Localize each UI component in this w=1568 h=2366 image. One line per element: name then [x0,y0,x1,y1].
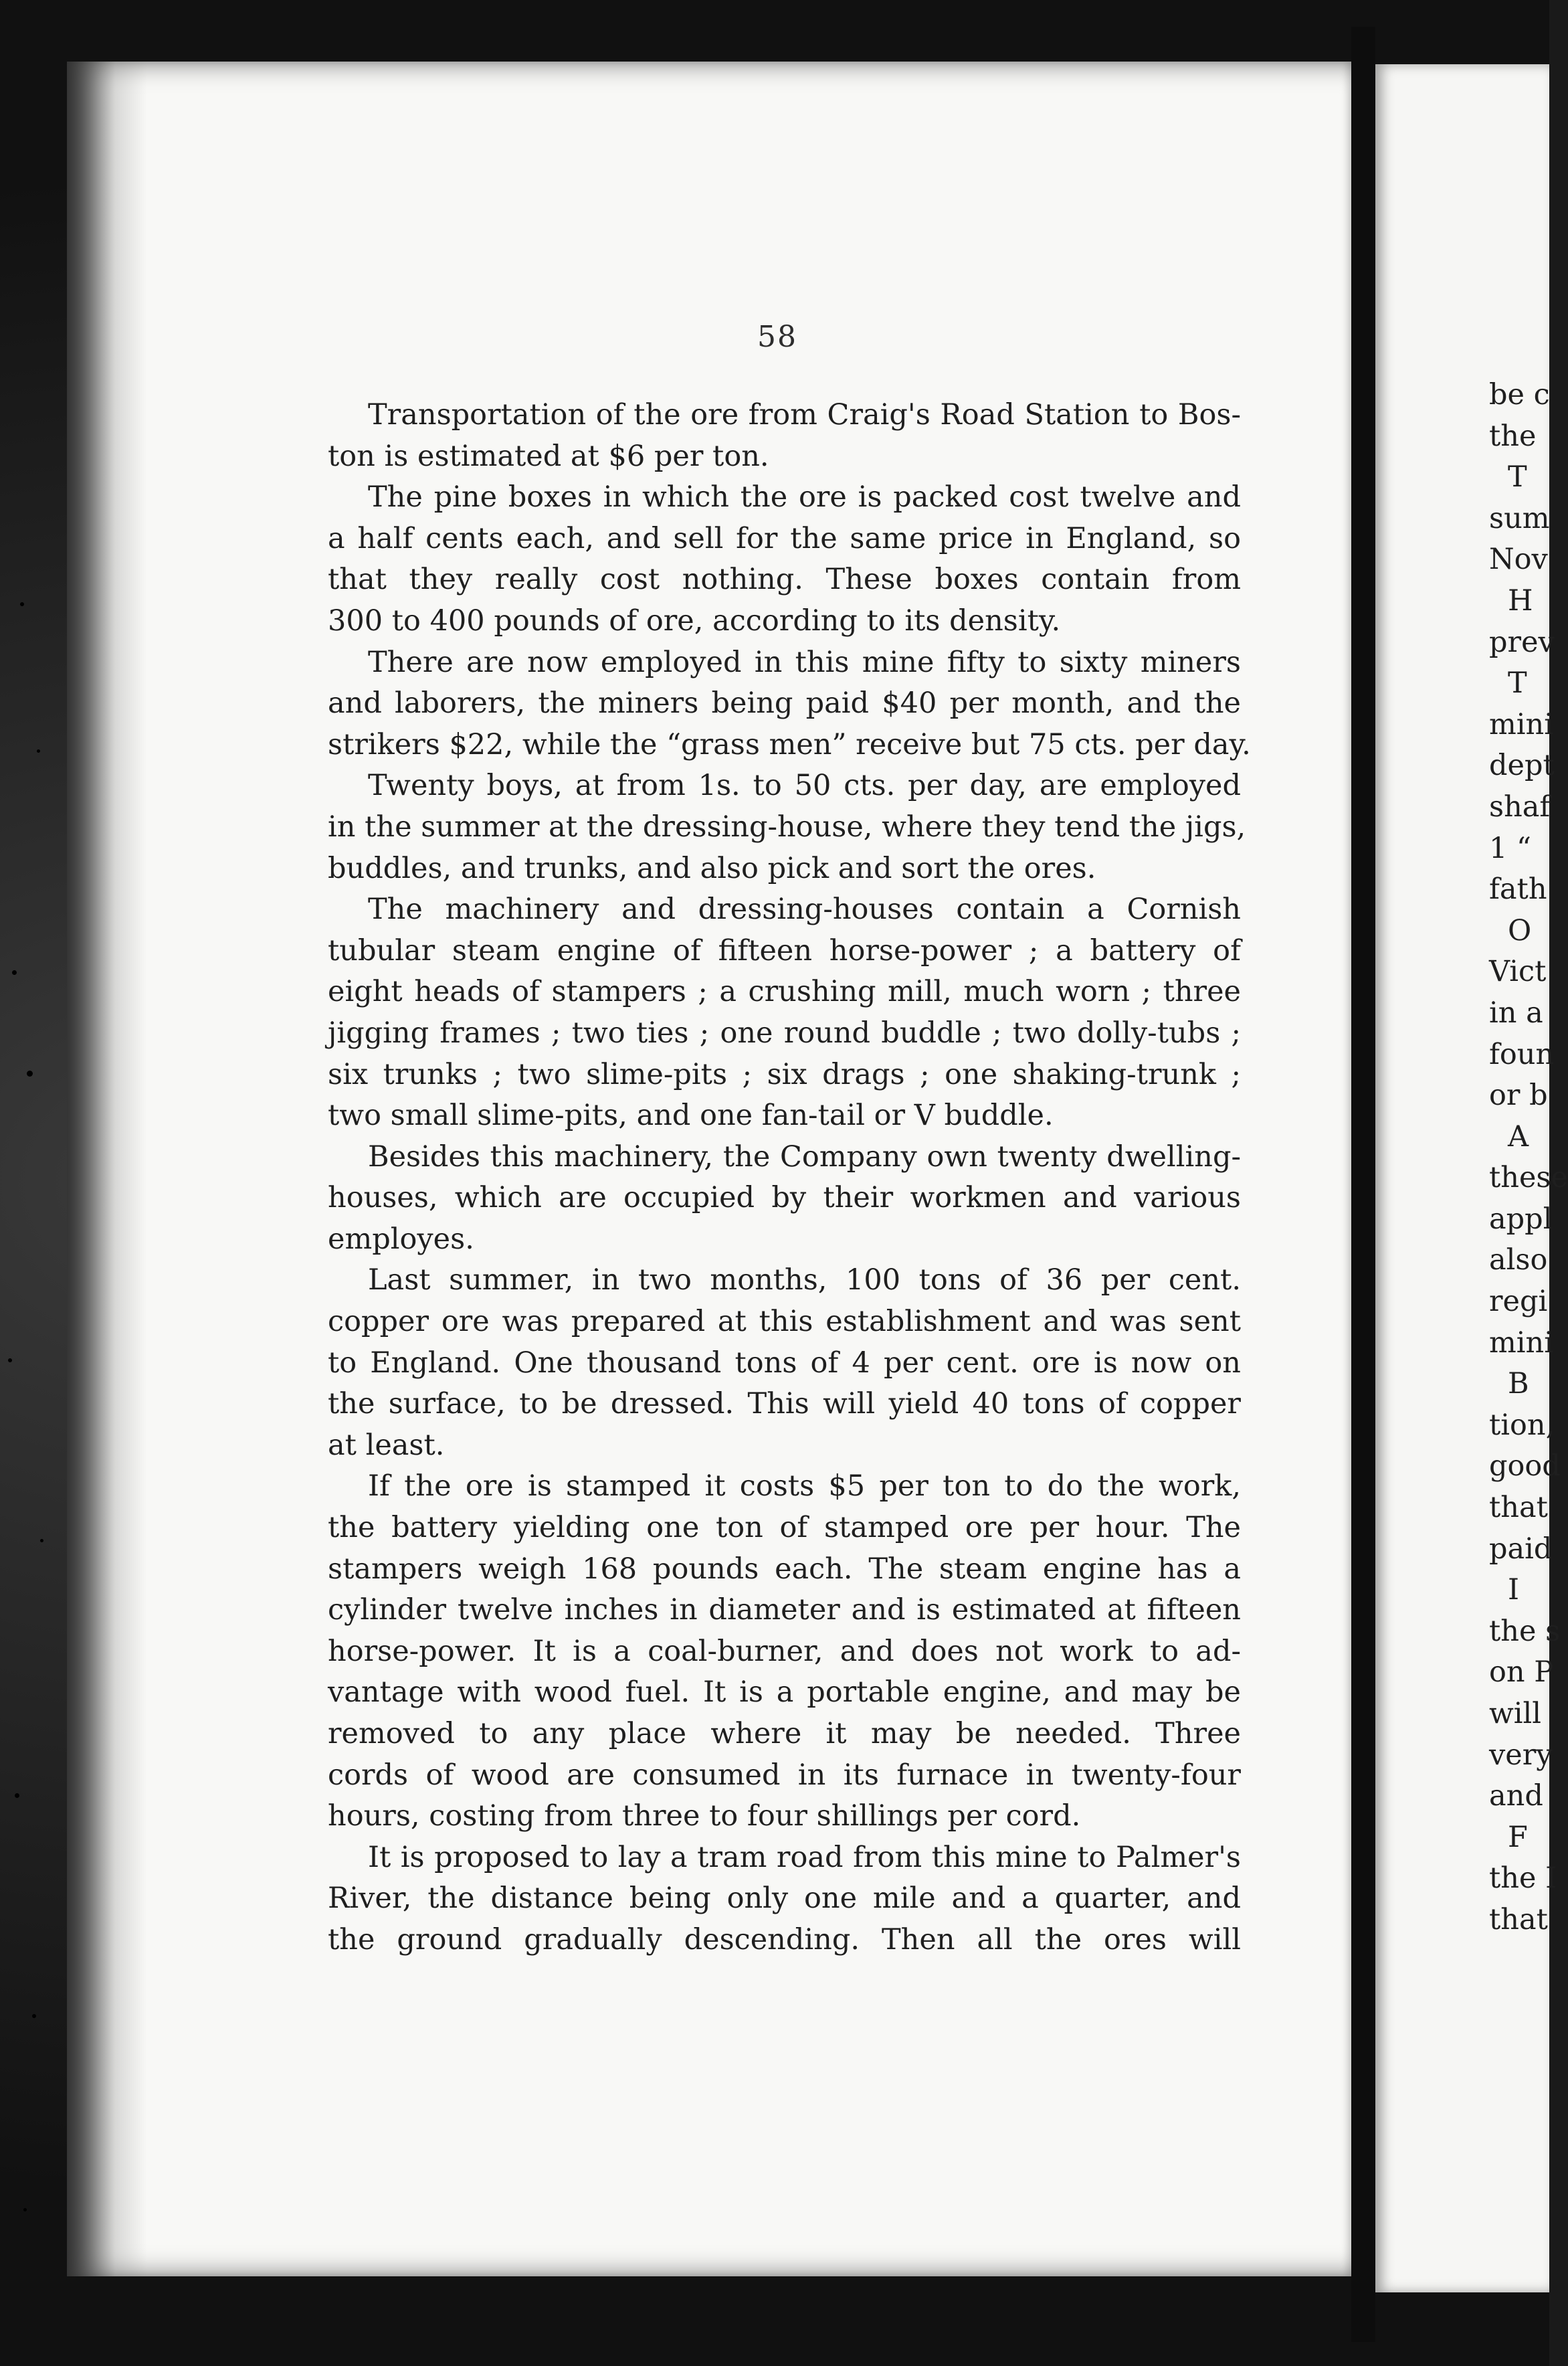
text-line: buddles, and trunks, and also pick and sort the ores. [328,851,1096,885]
text-fragment: good [1489,1449,1561,1483]
text-fragment: A [1508,1119,1529,1154]
text-fragment: dept [1489,749,1555,783]
text-line: ton is estimated at $6 per ton. [328,439,769,473]
text-line: cylinder twelve inches in diameter and is estimated at fifteen [328,1593,1241,1627]
text-fragment: will [1489,1697,1542,1730]
text-fragment: paid [1489,1532,1553,1566]
text-fragment: prev [1489,625,1555,659]
text-line: that they really cost nothing. These boxes contain from [328,563,1241,597]
scan-speck [8,1358,12,1362]
text-fragment: and [1489,1779,1543,1813]
text-line: employes. [328,1222,474,1256]
text-line: stampers weigh 168 pounds each. The steam engine has a [328,1552,1241,1586]
text-line: strikers $22, while the “grass men” receive but 75 cts. per day. [328,727,1251,761]
page-edge-shadow [67,62,147,2276]
scan-speck [20,602,24,606]
text-fragment: fath [1489,873,1547,907]
scan-speck [15,1793,19,1798]
text-fragment: F [1508,1820,1528,1854]
scan-speck [37,749,40,753]
text-fragment: sum [1489,501,1550,535]
text-line: a half cents each, and sell for the same price in England, so [328,521,1241,555]
text-fragment: T [1508,666,1527,701]
text-fragment: B [1508,1367,1529,1401]
right-page-text-fragment [1489,375,1568,1941]
text-line: Twenty boys, at from 1s. to 50 cts. per day, are employed [368,769,1241,803]
text-line: horse-power. It is a coal-burner, and does not work to ad- [328,1634,1241,1668]
text-line: jigging frames ; two ties ; one round buddle ; two dolly-tubs ; [328,1016,1241,1050]
text-line: in the summer at the dressing-house, where they tend the jigs, [328,810,1246,844]
text-fragment: very [1489,1738,1553,1772]
text-fragment: mini [1489,1326,1553,1360]
text-fragment: 1 “ [1489,831,1532,865]
text-line: and laborers, the miners being paid $40 per month, and the [328,687,1241,721]
text-fragment: Vict [1489,955,1547,989]
text-fragment: regi [1489,1285,1548,1319]
text-line: the ground gradually descending. Then all the ores will [328,1922,1241,1956]
scan-speck [32,2014,36,2018]
text-fragment: O [1508,913,1532,947]
text-fragment: that [1489,1491,1548,1525]
text-line: removed to any place where it may be needed. Three [328,1717,1241,1750]
text-line: 300 to 400 pounds of ore, according to its density. [328,604,1061,638]
page-number: 58 [757,320,797,354]
text-line: at least. [328,1428,445,1462]
text-fragment: T [1508,460,1527,494]
text-fragment: Nov [1489,543,1548,577]
text-fragment: be c [1489,378,1550,412]
text-line: vantage with wood fuel. It is a portable engine, and may be [328,1675,1241,1710]
text-line: It is proposed to lay a tram road from this mine to Palmer's [368,1840,1241,1874]
text-fragment: or b [1489,1079,1548,1113]
text-fragment: in a [1489,996,1543,1030]
text-line: houses, which are occupied by their workmen and various [328,1181,1241,1215]
text-line: The machinery and dressing-houses contain a Cornish [368,893,1241,927]
text-fragment: that [1489,1902,1548,1936]
text-fragment: appl [1489,1202,1553,1236]
text-fragment: mini [1489,707,1553,741]
scan-speck [12,970,17,975]
text-line: If the ore is stamped it costs $5 per ton to do the work, [368,1469,1241,1504]
text-line: two small slime-pits, and one fan-tail or V buddle. [328,1099,1054,1133]
text-line: Besides this machinery, the Company own twenty dwelling- [368,1140,1241,1174]
text-fragment: the s [1489,1614,1561,1648]
text-line: cords of wood are consumed in its furnace in twenty-four [328,1758,1241,1792]
text-fragment: on P [1489,1655,1554,1690]
text-fragment: foun [1489,1037,1555,1071]
text-fragment: H [1508,583,1533,618]
text-line: Last summer, in two months, 100 tons of 36 per cent. [368,1263,1241,1297]
scan-speck [23,2208,27,2211]
text-fragment: also [1489,1243,1548,1277]
text-fragment: I [1508,1573,1519,1607]
text-line: Transportation of the ore from Craig's Road Station to Bos- [368,398,1241,432]
scan-speck [27,1071,33,1077]
text-line: tubular steam engine of fifteen horse-power ; a battery of [328,933,1241,968]
scan-speck [40,1539,43,1542]
text-line: the surface, to be dressed. This will yield 40 tons of copper [328,1387,1241,1421]
left-page-text [328,395,1251,1961]
text-fragment: the [1489,419,1537,453]
text-fragment: the I [1489,1861,1557,1896]
text-line: the battery yielding one ton of stamped ore per hour. The [328,1511,1241,1545]
text-line: six trunks ; two slime-pits ; six drags ; one shaking-trunk ; [328,1057,1241,1091]
text-line: River, the distance being only one mile and a quarter, and [328,1882,1241,1916]
text-line: to England. One thousand tons of 4 per cent. ore is now on [328,1346,1241,1380]
text-line: The pine boxes in which the ore is packed cost twelve and [368,480,1241,515]
text-line: There are now employed in this mine fifty to sixty miners [368,645,1241,679]
text-fragment: tion, [1489,1408,1555,1442]
text-fragment: shaf [1489,790,1551,824]
book-gutter [1351,27,1375,2342]
text-fragment: these [1489,1161,1568,1195]
text-line: eight heads of stampers ; a crushing mill, much worn ; three [328,975,1241,1009]
text-line: copper ore was prepared at this establishment and was sent [328,1305,1241,1339]
text-line: hours, costing from three to four shillings per cord. [328,1799,1081,1833]
